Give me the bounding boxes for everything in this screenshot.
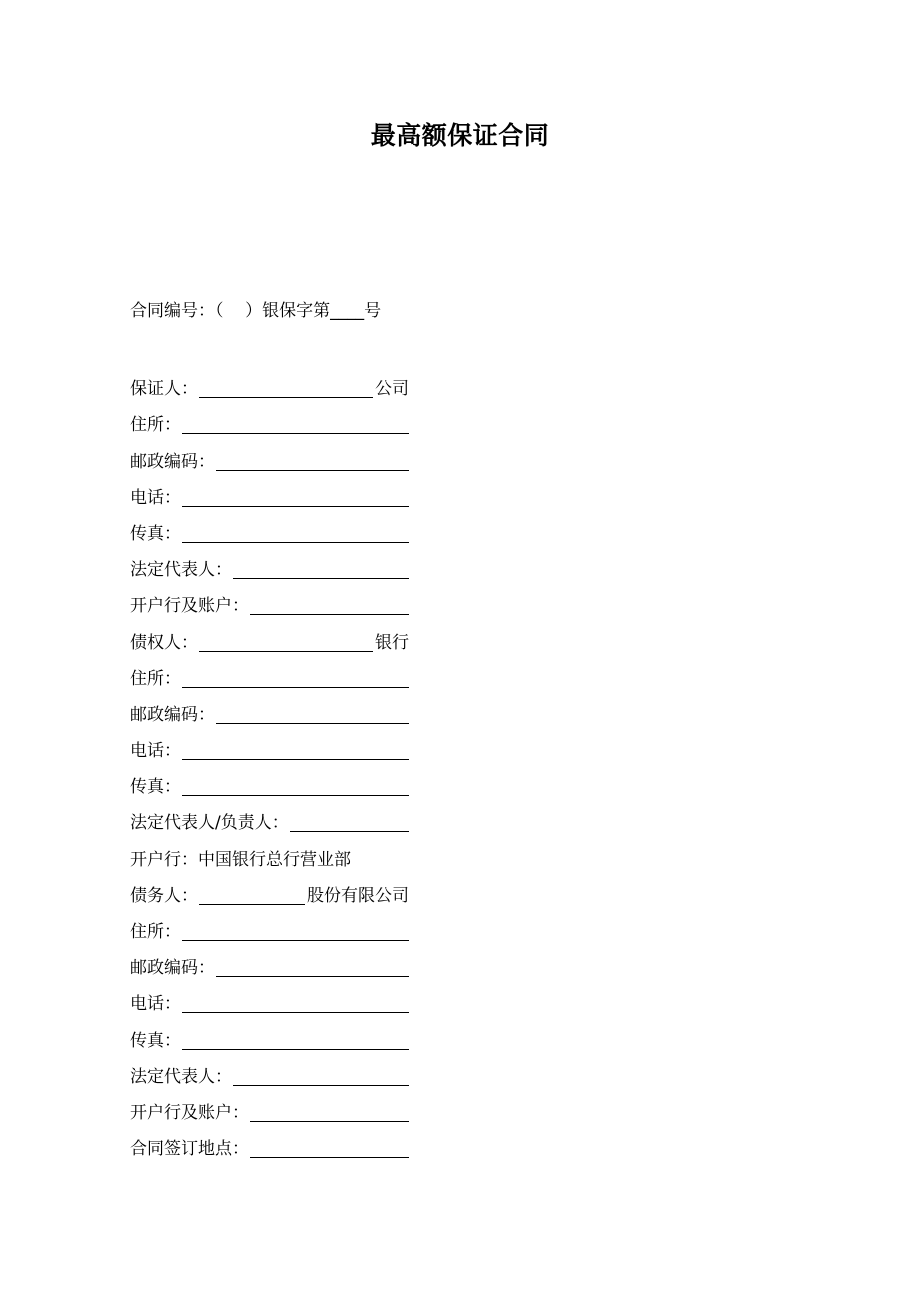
debtor-address-row — [130, 908, 409, 944]
creditor-bank-row — [130, 835, 409, 871]
guarantor-postcode-row — [130, 437, 409, 473]
creditor-address-label: 住所： — [130, 668, 181, 689]
creditor-phone-blank — [182, 739, 409, 760]
creditor-fax-label: 传真： — [130, 777, 181, 798]
guarantor-name-row — [130, 365, 409, 401]
guarantor-fax-label: 传真： — [130, 523, 181, 544]
debtor-phone-row — [130, 980, 409, 1016]
debtor-postcode-blank — [216, 956, 409, 977]
guarantor-phone-label: 电话： — [130, 487, 181, 508]
contract-number-line: 合同编号：（ ）银保字第____号 — [130, 301, 382, 321]
guarantor-phone-row — [130, 474, 409, 510]
debtor-address-blank — [182, 920, 409, 941]
debtor-phone-blank — [182, 992, 409, 1013]
signing-place-row — [130, 1125, 409, 1161]
debtor-legal-rep-label: 法定代表人： — [130, 1066, 232, 1087]
creditor-phone-row — [130, 727, 409, 763]
creditor-phone-label: 电话： — [130, 741, 181, 762]
creditor-name-suffix: 银行 — [375, 632, 409, 653]
creditor-postcode-blank — [216, 703, 409, 724]
signing-place-label: 合同签订地点： — [130, 1139, 249, 1160]
creditor-legal-rep-blank — [290, 811, 409, 832]
creditor-name-blank — [199, 631, 373, 652]
guarantor-name-blank — [199, 377, 373, 398]
guarantor-phone-blank — [182, 486, 409, 507]
guarantor-legal-rep-label: 法定代表人： — [130, 560, 232, 581]
creditor-name-row — [130, 618, 409, 654]
document-title: 最高额保证合同 — [370, 121, 550, 150]
guarantor-address-row — [130, 401, 409, 437]
guarantor-postcode-label: 邮政编码： — [130, 451, 215, 472]
guarantor-bank-account-label: 开户行及账户： — [130, 596, 249, 617]
signing-place-blank — [250, 1137, 409, 1158]
guarantor-name-suffix: 公司 — [375, 379, 409, 400]
creditor-bank-value: 中国银行总行营业部 — [198, 849, 351, 870]
creditor-legal-rep-label: 法定代表人/负责人： — [130, 813, 289, 834]
creditor-address-blank — [182, 667, 409, 688]
guarantor-bank-account-blank — [250, 594, 409, 615]
debtor-name-blank — [199, 884, 305, 905]
debtor-postcode-row — [130, 944, 409, 980]
debtor-legal-rep-blank — [233, 1065, 409, 1086]
guarantor-bank-account-row — [130, 582, 409, 618]
guarantor-address-label: 住所： — [130, 415, 181, 436]
debtor-bank-account-blank — [250, 1101, 409, 1122]
guarantor-legal-rep-row — [130, 546, 409, 582]
debtor-name-suffix: 股份有限公司 — [307, 885, 409, 906]
debtor-postcode-label: 邮政编码： — [130, 958, 215, 979]
debtor-fax-blank — [182, 1029, 409, 1050]
creditor-postcode-label: 邮政编码： — [130, 704, 215, 725]
debtor-fax-label: 传真： — [130, 1030, 181, 1051]
guarantor-fax-blank — [182, 522, 409, 543]
guarantor-name-label: 保证人： — [130, 379, 198, 400]
debtor-bank-account-row — [130, 1089, 409, 1125]
creditor-fax-blank — [182, 775, 409, 796]
debtor-address-label: 住所： — [130, 922, 181, 942]
creditor-fax-row — [130, 763, 409, 799]
creditor-address-row — [130, 655, 409, 691]
debtor-legal-rep-row — [130, 1053, 409, 1089]
guarantor-legal-rep-blank — [233, 558, 409, 579]
party-information-list — [130, 365, 409, 1161]
debtor-fax-row — [130, 1016, 409, 1052]
creditor-legal-rep-row — [130, 799, 409, 835]
guarantor-postcode-blank — [216, 450, 409, 471]
creditor-name-label: 债权人： — [130, 632, 198, 653]
guarantor-fax-row — [130, 510, 409, 546]
guarantor-address-blank — [182, 413, 409, 434]
debtor-bank-account-label: 开户行及账户： — [130, 1102, 249, 1123]
debtor-name-label: 债务人： — [130, 885, 198, 906]
creditor-postcode-row — [130, 691, 409, 727]
debtor-name-row — [130, 872, 409, 908]
creditor-bank-label: 开户行： — [130, 849, 198, 870]
debtor-phone-label: 电话： — [130, 994, 181, 1015]
